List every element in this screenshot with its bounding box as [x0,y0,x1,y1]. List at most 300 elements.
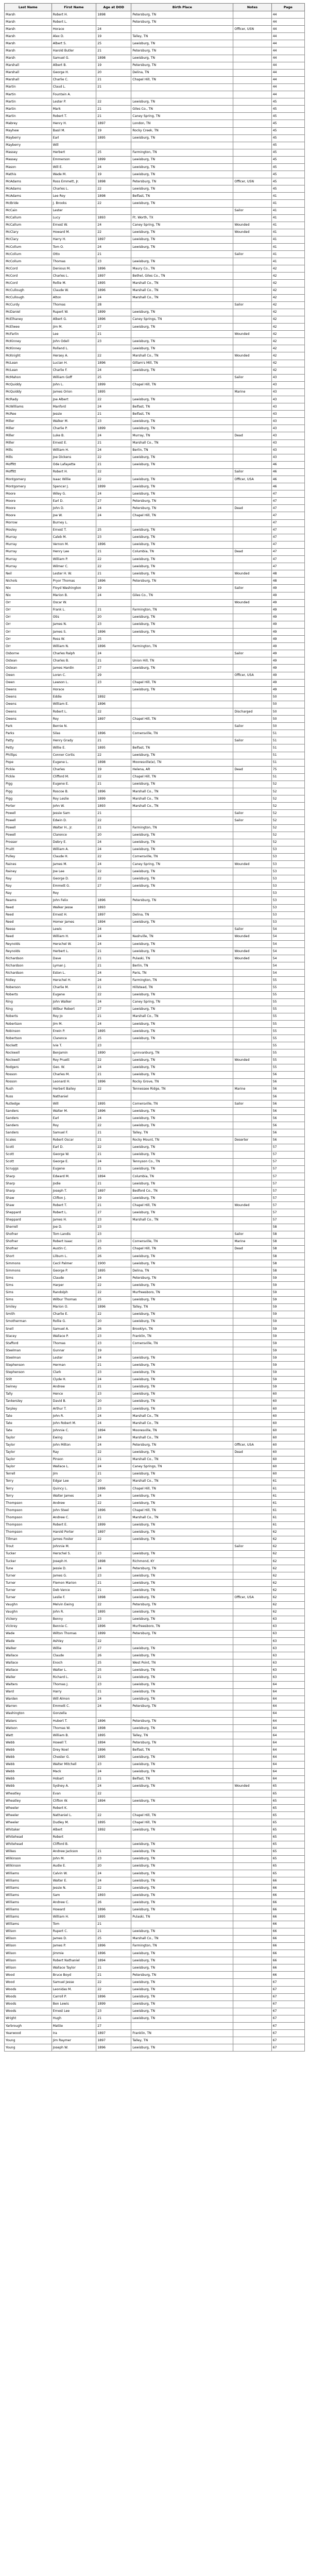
notes-cell [233,752,271,759]
last-name-cell: Taylor [5,1463,52,1470]
last-name-cell: Shofner [5,1231,52,1238]
table-row [5,1216,305,1224]
age-cell: 22 [96,1601,131,1608]
age-cell: 21 [96,1848,131,1855]
last-name-cell: Sheppard [5,1216,52,1224]
page-cell: 59 [271,1275,304,1282]
birth-place-cell: Farmington, TN [131,977,233,984]
page-cell: 64 [271,1703,304,1710]
page-cell: 45 [271,142,304,149]
table-row [5,1340,305,1347]
birth-place-cell [131,1921,233,1928]
first-name-cell: Robert T. [52,1202,96,1209]
notes-cell [233,185,271,193]
notes-cell [233,1921,271,1928]
first-name-cell: Charles Ralph [52,650,96,657]
table-row [5,134,305,142]
table-row [5,396,305,403]
first-name-cell: Robert K. [52,1805,96,1812]
last-name-cell: Waters [5,1718,52,1725]
birth-place-cell [131,142,233,149]
last-name-cell: McAdams [5,193,52,200]
table-row [5,962,305,970]
last-name-cell: Porter [5,803,52,810]
last-name-cell: Wheeler [5,1805,52,1812]
last-name-cell: McRee [5,411,52,418]
table-row [5,432,305,439]
table-row [5,701,305,708]
page-cell: 63 [271,1674,304,1681]
first-name-cell: Wilbur Robert [52,1006,96,1013]
notes-cell [233,1500,271,1507]
table-row [5,62,305,69]
birth-place-cell: Talley, TN [131,1732,233,1739]
first-name-cell: Walter E. [52,1877,96,1885]
last-name-cell: Taylor [5,1456,52,1463]
last-name-cell: Orr [5,621,52,628]
page-cell: 55 [271,1013,304,1020]
age-cell: 1893 [96,904,131,911]
notes-cell [233,1862,271,1870]
table-row [5,810,305,817]
last-name-cell: Massey [5,156,52,163]
notes-cell [233,803,271,810]
age-cell: 1896 [96,730,131,737]
first-name-cell: Marion B. [52,592,96,599]
table-row [5,955,305,962]
birth-place-cell: Farmington, TN [131,1942,233,1950]
page-cell: 64 [271,1681,304,1688]
notes-cell [233,2037,271,2044]
last-name-cell: McLean [5,360,52,367]
notes-cell [233,1536,271,1543]
age-cell: 1895 [96,280,131,287]
page-cell: 41 [271,258,304,265]
birth-place-cell [131,1347,233,1354]
age-cell: 1896 [96,897,131,904]
last-name-cell: McClary [5,236,52,243]
last-name-cell: Murray [5,563,52,570]
birth-place-cell [131,585,233,592]
birth-place-cell: Lewisburg, TN [131,1754,233,1761]
last-name-cell: Martin [5,91,52,98]
last-name-cell: Parks [5,730,52,737]
page-cell: 51 [271,730,304,737]
notes-cell [233,1892,271,1899]
page-cell: 55 [271,991,304,998]
age-cell: 24 [96,505,131,512]
page-cell: 53 [271,883,304,890]
page-cell: 53 [271,875,304,883]
last-name-cell: Wright [5,2015,52,2022]
page-cell: 63 [271,1667,304,1674]
first-name-cell: Thomas [52,301,96,309]
notes-cell [233,1195,271,1202]
first-name-cell: Luke B. [52,432,96,439]
birth-place-cell: Berlin, TN [131,447,233,454]
notes-cell [233,1013,271,1020]
last-name-cell: Robertson [5,1035,52,1042]
birth-place-cell: Lewisburg, TN [131,1405,233,1413]
page-cell: 49 [271,672,304,679]
age-cell: 1895 [96,134,131,142]
birth-place-cell: Lewisburg, TN [131,1572,233,1580]
birth-place-cell: Marshall Co., TN [131,1434,233,1442]
table-row [5,439,305,447]
first-name-cell: Lester H. W. [52,570,96,578]
last-name-cell: Owens [5,686,52,693]
notes-cell [233,113,271,120]
birth-place-cell: Cornersville, TN [131,1100,233,1108]
page-cell: 62 [271,1608,304,1616]
birth-place-cell: Marshall Co., TN [131,294,233,301]
notes-cell [233,512,271,519]
notes-cell [233,396,271,403]
notes-cell [233,1071,271,1078]
first-name-cell: Albert B. [52,62,96,69]
last-name-cell: Scruggs [5,1165,52,1173]
birth-place-cell: Lewisburg, TN [131,541,233,548]
birth-place-cell: Lewisburg, TN [131,1652,233,1659]
last-name-cell: Marsh [5,26,52,33]
page-cell: 47 [271,512,304,519]
first-name-cell: Clifford M. [52,773,96,781]
age-cell: 1896 [96,578,131,585]
last-name-cell: McKinney [5,338,52,345]
age-cell: 22 [96,1311,131,1318]
table-row [5,1021,305,1028]
first-name-cell: Samuel F. [52,1129,96,1137]
age-cell: 24 [96,1376,131,1383]
notes-cell [233,287,271,294]
last-name-cell: Tucker [5,1550,52,1557]
first-name-cell: Quincy L. [52,1485,96,1493]
age-cell: 21 [96,737,131,744]
page-cell: 65 [271,1848,304,1855]
last-name-cell: Orr [5,614,52,621]
header-age-at-dod: Age at DOD [96,4,131,11]
notes-cell [233,193,271,200]
last-name-cell: Warden [5,1696,52,1703]
page-cell: 59 [271,1362,304,1369]
age-cell: 1896 [96,265,131,273]
table-row [5,512,305,519]
page-cell: 41 [271,222,304,229]
age-cell: 21 [96,1964,131,1972]
notes-cell [233,1303,271,1311]
table-row [5,904,305,911]
age-cell: 1895 [96,744,131,752]
table-row [5,846,305,853]
last-name-cell: Pickle [5,773,52,781]
age-cell: 21 [96,1180,131,1188]
last-name-cell: Miller [5,418,52,425]
page-cell: 49 [271,686,304,693]
table-row [5,636,305,643]
age-cell: 1896 [96,788,131,795]
page-cell: 44 [271,47,304,55]
last-name-cell: Orr [5,628,52,635]
birth-place-cell: Petersburg, TN [131,1442,233,1449]
notes-cell: Dead [233,1245,271,1252]
age-cell: 21 [96,1674,131,1681]
page-cell: 55 [271,1042,304,1049]
notes-cell [233,1768,271,1775]
first-name-cell: Ernest W. [52,222,96,229]
page-cell: 48 [271,570,304,578]
page-cell: 45 [271,134,304,142]
page-cell: 41 [271,200,304,207]
first-name-cell: James Foster [52,1536,96,1543]
notes-cell [233,1942,271,1950]
page-cell: 64 [271,1725,304,1732]
age-cell: 24 [96,977,131,984]
birth-place-cell [131,1710,233,1717]
notes-cell [233,294,271,301]
age-cell: 21 [96,1972,131,1979]
first-name-cell: Robert [52,1834,96,1841]
table-row [5,236,305,243]
page-cell: 42 [271,309,304,316]
table-row [5,998,305,1006]
last-name-cell: Wallace [5,1659,52,1667]
first-name-cell: Eugene E. [52,781,96,788]
age-cell: 1895 [96,1732,131,1739]
table-row [5,411,305,418]
first-name-cell: Oscar W. [52,599,96,606]
table-row [5,1979,305,1986]
birth-place-cell [131,672,233,679]
age-cell: 23 [96,1224,131,1231]
page-cell: 56 [271,1129,304,1137]
table-row [5,1775,305,1783]
notes-cell [233,360,271,367]
first-name-cell: George E. [52,1158,96,1165]
notes-cell [233,1855,271,1862]
table-row [5,498,305,505]
notes-cell [233,824,271,832]
table-row [5,1296,305,1303]
last-name-cell: Williams [5,1885,52,1892]
age-cell: 1896 [96,1718,131,1725]
birth-place-cell: Petersburg, TN [131,19,233,26]
age-cell: 21 [96,47,131,55]
age-cell: 19 [96,766,131,773]
age-cell: 24 [96,592,131,599]
table-row [5,1245,305,1252]
table-row [5,1608,305,1616]
table-row [5,628,305,635]
first-name-cell: Jim Raymer [52,2037,96,2044]
last-name-cell: Whitehead [5,1841,52,1848]
page-cell: 42 [271,324,304,331]
age-cell: 1892 [96,1826,131,1834]
page-cell: 47 [271,527,304,534]
notes-cell [233,1747,271,1754]
last-name-cell: Stephenson [5,1362,52,1369]
first-name-cell: Jim M. [52,1021,96,1028]
first-name-cell: Jessie D. [52,1565,96,1572]
table-row [5,621,305,628]
birth-place-cell: Chapel Hill, TN [131,381,233,388]
first-name-cell: Herschel W. [52,941,96,948]
header-last-name: Last Name [5,4,52,11]
birth-place-cell: Lewisburg, TN [131,1035,233,1042]
notes-cell [233,1224,271,1231]
notes-cell [233,2015,271,2022]
page-cell: 54 [271,955,304,962]
table-row [5,911,305,919]
first-name-cell: Earl [52,134,96,142]
table-row [5,1463,305,1470]
table-row [5,11,305,19]
table-row [5,2037,305,2044]
first-name-cell: William H. [52,1913,96,1921]
birth-place-cell: Lewisburg, TN [131,1028,233,1035]
table-row [5,570,305,578]
last-name-cell: Terry [5,1478,52,1485]
age-cell: 1897 [96,1529,131,1536]
table-row [5,83,305,91]
age-cell: 21 [96,781,131,788]
first-name-cell: Lilburn L. [52,1253,96,1260]
age-cell: 23 [96,2008,131,2015]
last-name-cell: Roberts [5,991,52,998]
table-row [5,1848,305,1855]
page-cell: 66 [271,1885,304,1892]
first-name-cell: Ira [52,2030,96,2037]
age-cell: 20 [96,832,131,839]
page-cell: 65 [271,1834,304,1841]
page-cell: 47 [271,548,304,555]
first-name-cell: Thomas [52,1340,96,1347]
notes-cell [233,1529,271,1536]
table-row [5,527,305,534]
first-name-cell: Lewis [52,926,96,933]
page-cell: 65 [271,1812,304,1819]
notes-cell [233,1275,271,1282]
age-cell: 22 [96,853,131,860]
notes-cell [233,962,271,970]
table-row [5,1478,305,1485]
notes-cell: Sailor [233,374,271,381]
page-cell: 67 [271,2037,304,2044]
birth-place-cell: Lewisburg, TN [131,1993,233,2001]
birth-place-cell: Lewisburg, TN [131,1681,233,1688]
age-cell: 24 [96,1696,131,1703]
last-name-cell: Wilson [5,1957,52,1964]
first-name-cell: Loren C. [52,672,96,679]
first-name-cell: James D. [52,1935,96,1942]
last-name-cell: Tate [5,1427,52,1434]
first-name-cell: William A. [52,846,96,853]
birth-place-cell: Murray, TN [131,432,233,439]
page-cell: 53 [271,868,304,875]
page-cell: 61 [271,1507,304,1514]
first-name-cell: Charlie C. [52,76,96,83]
table-row [5,1572,305,1580]
table-row [5,163,305,171]
last-name-cell: McCord [5,265,52,273]
age-cell [96,1805,131,1812]
first-name-cell: Samuel G. [52,55,96,62]
table-row [5,752,305,759]
last-name-cell: Wilson [5,1935,52,1942]
last-name-cell: Miller [5,432,52,439]
table-row [5,222,305,229]
page-cell: 56 [271,1122,304,1129]
table-row [5,273,305,280]
page-cell: 46 [271,476,304,483]
table-row [5,1158,305,1165]
age-cell: 1896 [96,2044,131,2052]
age-cell: 1896 [96,1108,131,1115]
birth-place-cell: Marshall Co., TN [131,1013,233,1020]
notes-cell [233,127,271,134]
age-cell: 22 [96,476,131,483]
age-cell: 23 [96,1391,131,1398]
notes-cell [233,200,271,207]
notes-cell [233,411,271,418]
age-cell: 1898 [96,178,131,185]
first-name-cell: Otis [52,614,96,621]
birth-place-cell: Lewisburg, TN [131,418,233,425]
birth-place-cell: Lewisburg, TN [131,665,233,672]
table-row [5,1064,305,1071]
last-name-cell: Roberts [5,1013,52,1020]
last-name-cell: Richardson [5,962,52,970]
page-cell: 53 [271,904,304,911]
page-cell: 57 [271,1180,304,1188]
age-cell: 1894 [96,1798,131,1805]
age-cell: 20 [96,1398,131,1405]
table-row [5,1587,305,1594]
age-cell [96,19,131,26]
age-cell: 27 [96,1209,131,1216]
page-cell: 61 [271,1514,304,1521]
last-name-cell: Marsh [5,19,52,26]
table-row [5,2008,305,2015]
notes-cell [233,853,271,860]
page-cell: 57 [271,1165,304,1173]
age-cell: 22 [96,1885,131,1892]
first-name-cell: John Odell [52,338,96,345]
notes-cell [233,483,271,490]
notes-cell [233,875,271,883]
notes-cell [233,2022,271,2029]
table-row [5,1870,305,1877]
first-name-cell: Will Almon [52,1696,96,1703]
age-cell: 25 [96,527,131,534]
last-name-cell: Wilkinson [5,1862,52,1870]
birth-place-cell: Petersburg, TN [131,1703,233,1710]
table-row [5,759,305,766]
first-name-cell: Ivie T. [52,1042,96,1049]
first-name-cell: Charles [52,766,96,773]
table-row [5,1652,305,1659]
page-cell: 66 [271,1906,304,1913]
table-body [5,11,305,2052]
first-name-cell: James Hardin [52,665,96,672]
last-name-cell: McFarlin [5,331,52,338]
first-name-cell: Howard [52,1906,96,1913]
age-cell: 21 [96,2015,131,2022]
page-cell: 60 [271,1427,304,1434]
notes-cell [233,1798,271,1805]
page-cell: 56 [271,1108,304,1115]
last-name-cell: Wilson [5,1950,52,1957]
age-cell: 1898 [96,1725,131,1732]
